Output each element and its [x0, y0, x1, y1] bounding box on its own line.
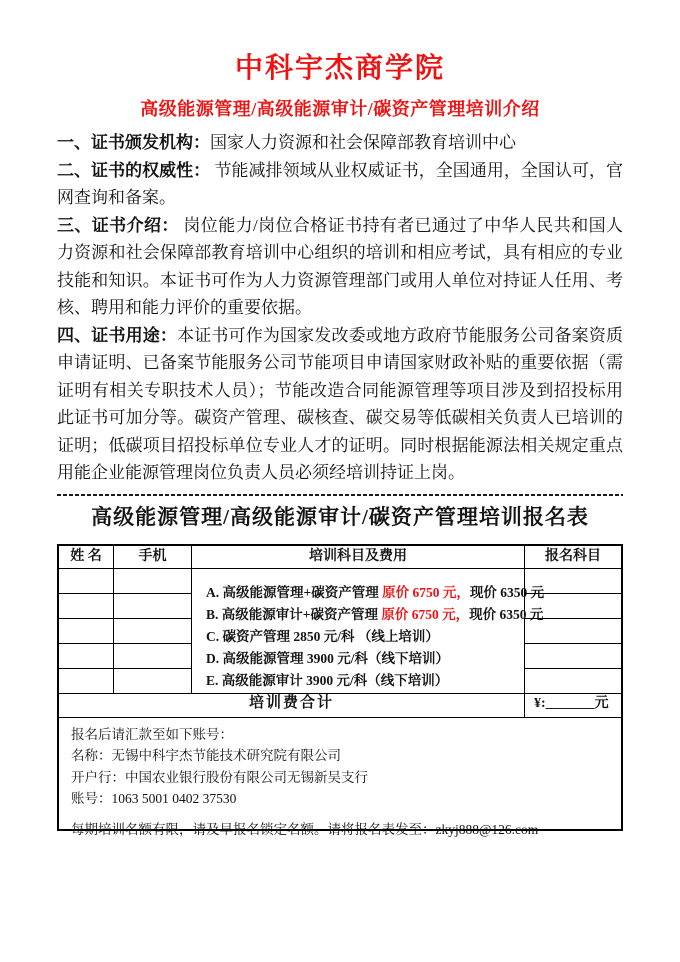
name-input-cell[interactable] — [59, 569, 113, 593]
payment-info — [59, 718, 621, 837]
course-option-a — [206, 582, 545, 604]
phone-input-cell[interactable] — [114, 593, 191, 618]
intro-paragraph-2 — [57, 157, 623, 212]
col-header-phone: 手机 — [114, 546, 192, 569]
total-fee-row — [59, 691, 621, 718]
payee-name: 名称：无锡中科宇杰节能技术研究院有限公司 — [71, 748, 341, 763]
course-fee-list — [192, 569, 545, 694]
section-text: 本证书可作为国家发改委或地方政府节能服务公司备案资质申请证明、已备案节能服务公司节能项目申请国家财政补贴的重要依据（需证明有相关专职技术人员）；节能改造合同能源管理等项目涉及到招投标用此证书可加分等。碳资产管理、碳核查、碳交易等低碳相关负责人已培训的证明；低碳项目招投标单位专业人才的证明。同时根据能源法相关规定重点用能企业能源管理岗位负责人员必须经培训持证上岗。 — [57, 325, 623, 482]
registration-table — [57, 544, 623, 837]
intro-paragraph-3 — [57, 212, 623, 322]
total-fee-amount-field[interactable]: ¥:_______元 — [525, 691, 621, 718]
course-option-d — [206, 648, 520, 670]
phone-input-cell[interactable] — [114, 618, 191, 643]
col-header-name: 姓 名 — [59, 546, 114, 569]
course-text: E. 高级能源审计 3900 元/科（线下培训） — [206, 673, 449, 689]
course-option-e — [206, 670, 520, 692]
course-text: D. 高级能源管理 3900 元/科（线下培训） — [206, 651, 449, 667]
section-label: 四、证书用途： — [57, 325, 178, 345]
subject-input-cell[interactable] — [525, 618, 621, 643]
payee-account-number: 账号：1063 5001 0402 37530 — [71, 791, 237, 806]
col-header-enrolled-subject: 报名科目 — [525, 546, 621, 569]
phone-input-cell[interactable] — [114, 668, 191, 693]
section-text: 岗位能力/岗位合格证书持有者已通过了中华人民共和国人力资源和社会保障部教育培训中心组织的培训和相应考试，具有相应的专业技能和知识。本证书可作为人力资源管理部门或用人单位对持证人任用、考核、聘用和能力评价的重要依据。 — [57, 215, 623, 317]
course-option-c — [206, 626, 520, 648]
intro-paragraph-4 — [57, 322, 623, 487]
original-price: 原价 6750 元， — [381, 606, 470, 622]
intro-sections — [57, 129, 623, 487]
phone-input-cell[interactable] — [114, 569, 191, 593]
section-label: 三、证书介绍： — [57, 215, 179, 235]
section-label: 二、证书的权威性： — [57, 160, 211, 180]
current-price: 现价 6350 元 — [469, 606, 544, 622]
total-fee-label: 培训费合计 — [59, 691, 525, 718]
signup-note-with-email: 每期培训名额有限，请及早报名锁定名额。请将报名表发至：zkyj888@126.com — [71, 821, 539, 837]
phone-input-cell[interactable] — [114, 643, 191, 668]
registration-form-title: 高级能源管理/高级能源审计/碳资产管理培训报名表 — [91, 504, 589, 529]
section-label: 一、证书颁发机构： — [57, 133, 210, 152]
course-text: A. 高级能源管理+碳资产管理 — [206, 584, 383, 600]
course-text: B. 高级能源审计+碳资产管理 — [206, 606, 382, 622]
original-price: 原价 6750 元， — [382, 584, 470, 600]
subject-input-cell[interactable] — [525, 668, 621, 693]
page-subtitle: 高级能源管理/高级能源审计/碳资产管理培训介绍 — [140, 99, 540, 119]
payment-instruction: 报名后请汇款至如下账号： — [71, 726, 233, 742]
phone-column — [114, 569, 192, 694]
table-body — [59, 569, 621, 691]
enrolled-subject-column — [525, 569, 621, 694]
section-text: 节能减排领域从业权威证书，全国通用，全国认可，官网查询和备案。 — [57, 160, 624, 207]
name-input-cell[interactable] — [59, 643, 113, 668]
page-title: 中科宇杰商学院 — [234, 53, 445, 84]
course-text: C. 碳资产管理 2850 元/科 （线上培训） — [206, 628, 439, 644]
current-price: 现价 6350 元 — [469, 584, 545, 600]
name-input-cell[interactable] — [59, 618, 113, 643]
intro-paragraph-1 — [57, 129, 623, 157]
col-header-courses-fees: 培训科目及费用 — [192, 546, 525, 569]
name-column — [59, 569, 114, 694]
subject-input-cell[interactable] — [525, 569, 621, 593]
course-option-b — [206, 604, 544, 626]
name-input-cell[interactable] — [59, 593, 113, 618]
payee-bank: 开户行：中国农业银行股份有限公司无锡新吴支行 — [71, 769, 368, 785]
subject-input-cell[interactable] — [525, 643, 621, 668]
section-text: 国家人力资源和社会保障部教育培训中心 — [210, 133, 516, 152]
dashed-separator — [57, 494, 623, 496]
table-header-row — [59, 546, 621, 569]
name-input-cell[interactable] — [59, 668, 113, 693]
subject-input-cell[interactable] — [525, 593, 621, 618]
